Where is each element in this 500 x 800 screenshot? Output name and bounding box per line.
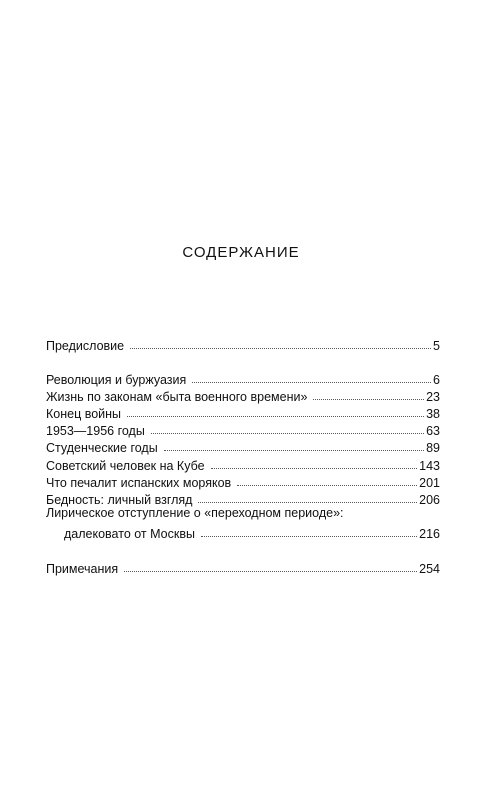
toc-entry-title: Студенческие годы bbox=[46, 440, 158, 455]
toc-entry bbox=[46, 438, 440, 454]
toc-entry-page: 5 bbox=[433, 338, 440, 353]
toc-entry-page: 206 bbox=[419, 492, 440, 507]
toc-entry bbox=[46, 473, 440, 489]
toc-entry bbox=[46, 456, 440, 472]
toc-entry-title: 1953—1956 годы bbox=[46, 423, 145, 438]
toc-entry-title: Лирическое отступление о «переходном периоде»: bbox=[46, 506, 344, 520]
dot-leader bbox=[211, 468, 418, 469]
toc-entry-page: 143 bbox=[419, 458, 440, 473]
toc-entry-title: Революция и буржуазия bbox=[46, 372, 187, 387]
dot-leader bbox=[192, 382, 431, 383]
toc-entry bbox=[46, 404, 440, 420]
toc-entry-title: Примечания bbox=[46, 561, 119, 576]
dot-leader bbox=[237, 485, 417, 486]
toc-entry bbox=[46, 370, 440, 386]
toc-entry-title: Советский человек на Кубе bbox=[46, 458, 205, 473]
toc-entry-title: Конец войны bbox=[46, 406, 122, 421]
dot-leader bbox=[127, 416, 424, 417]
toc-entry-page: 6 bbox=[433, 372, 440, 387]
dot-leader bbox=[151, 433, 424, 434]
toc-entry-page: 89 bbox=[426, 440, 440, 455]
toc-entry-title: Предисловие bbox=[46, 338, 125, 353]
toc-entry-title: Что печалит испанских моряков bbox=[46, 475, 232, 490]
toc-entry-page: 23 bbox=[426, 389, 440, 404]
toc-entry-page: 201 bbox=[419, 475, 440, 490]
toc-entry bbox=[46, 559, 440, 575]
dot-leader bbox=[164, 450, 424, 451]
toc-entry bbox=[46, 490, 440, 506]
toc-entry-page: 254 bbox=[419, 561, 440, 576]
dot-leader bbox=[124, 571, 417, 572]
toc-entry-page: 63 bbox=[426, 423, 440, 438]
dot-leader bbox=[130, 348, 431, 349]
dot-leader bbox=[313, 399, 424, 400]
page-title: СОДЕРЖАНИЕ bbox=[182, 244, 300, 261]
toc-entry-title: Бедность: личный взгляд bbox=[46, 492, 193, 507]
toc-entry bbox=[46, 387, 440, 403]
toc-entry-title: Жизнь по законам «быта военного времени» bbox=[46, 389, 308, 404]
dot-leader bbox=[198, 502, 417, 503]
toc-entry bbox=[46, 421, 440, 437]
toc-entry bbox=[46, 336, 440, 352]
toc-entry-title-continuation: далековато от Москвы bbox=[64, 526, 195, 541]
toc-entry-page: 38 bbox=[426, 406, 440, 421]
toc-entry-page: 216 bbox=[419, 526, 440, 541]
dot-leader bbox=[201, 536, 417, 537]
toc-entry bbox=[64, 524, 440, 540]
